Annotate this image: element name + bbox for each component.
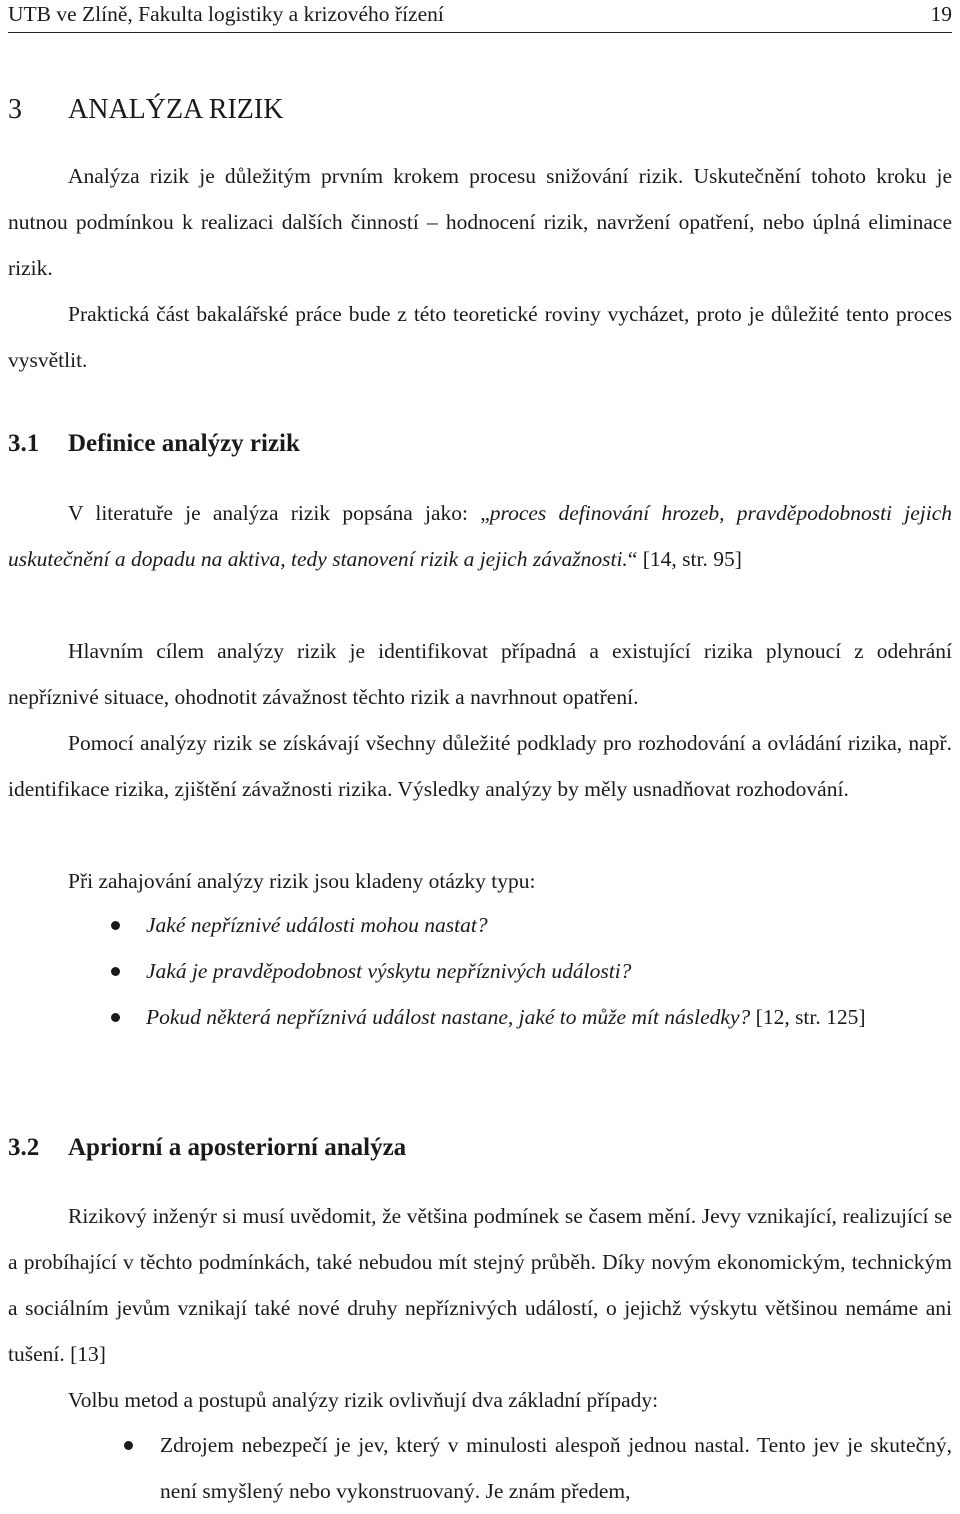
bullet-icon (111, 921, 120, 930)
chapter-title: ANALÝZA RIZIK (68, 94, 284, 125)
definition-quote: proces definování hrozeb, pravděpodobnosti jejich uskutečnění a dopadu na aktiva, tedy stanovení rizik a jejich závažnosti. (8, 501, 952, 571)
bullet-icon (111, 967, 120, 976)
bullet-icon (124, 1441, 133, 1450)
bullet-icon (111, 1013, 120, 1022)
section-heading-3-1 (8, 430, 300, 458)
list-item: Pokud některá nepříznivá událost nastane, jaké to může mít následky? [12, str. 125] (8, 994, 952, 1040)
section-number: 3.1 (8, 430, 40, 457)
list-item: Jaké nepříznivé události mohou nastat? (8, 902, 952, 948)
risk-engineer-paragraph: Rizikový inženýr si musí uvědomit, že většina podmínek se časem mění. Jevy vznikající, realizující se a probíhající v těchto podmínkách, také nebudou mít stejný průběh. Díky novým ekonomickým, technickým a sociálním jevům vznikají také nové druhy nepříznivých událostí, o jejichž výskytu většinou nemáme ani tušení. [13] (8, 1204, 952, 1366)
list-item: Jaká je pravděpodobnost výskytu nepříznivých události? (8, 948, 952, 994)
definition-citation: “ [14, str. 95] (627, 547, 742, 571)
section-heading-3-2 (8, 1134, 406, 1162)
header-title: UTB ve Zlíně, Fakulta logistiky a krizového řízení (8, 2, 444, 26)
page-number: 19 (930, 2, 952, 26)
questions-citation: [12, str. 125] (750, 1005, 866, 1029)
questions-list (8, 902, 952, 1040)
definition-lead: V literatuře je analýza rizik popsána jako: „ (68, 501, 490, 525)
list-item: Zdrojem nebezpečí je jev, který v minulosti alespoň jednou nastal. Tento jev je skutečný, není smyšlený nebo vykonstruovaný. Je znám předem, (8, 1422, 952, 1514)
section-title: Apriorní a aposteriorní analýza (68, 1134, 407, 1161)
cases-list (8, 1422, 952, 1514)
definition-paragraph (8, 490, 952, 582)
support-paragraph: Pomocí analýzy rizik se získávají všechny důležité podklady pro rozhodování a ovládání rizika, např. identifikace rizika, zjištění závažnosti rizika. Výsledky analýzy by měly usnadňovat rozhodování. (8, 731, 952, 801)
section-number: 3.2 (8, 1134, 40, 1161)
page-header (8, 0, 952, 33)
intro-paragraph-2: Praktická část bakalářské práce bude z této teoretické roviny vycházet, proto je důležité tento proces vysvětlit. (8, 302, 952, 372)
intro-paragraph-1: Analýza rizik je důležitým prvním krokem procesu snižování rizik. Uskutečnění tohoto kroku je nutnou podmínkou k realizaci dalších činností – hodnocení rizik, navržení opatření, nebo úplná eliminace rizik. (8, 164, 952, 280)
chapter-heading (8, 94, 283, 126)
methods-intro-paragraph: Volbu metod a postupů analýzy rizik ovlivňují dva základní případy: (68, 1388, 659, 1412)
questions-intro-paragraph: Při zahajování analýzy rizik jsou kladeny otázky typu: (68, 869, 536, 893)
chapter-number: 3 (8, 94, 22, 125)
goal-paragraph: Hlavním cílem analýzy rizik je identifikovat případná a existující rizika plynoucí z odehrání nepříznivé situace, ohodnotit závažnost těchto rizik a navrhnout opatření. (8, 639, 952, 709)
section-title: Definice analýzy rizik (68, 430, 300, 457)
